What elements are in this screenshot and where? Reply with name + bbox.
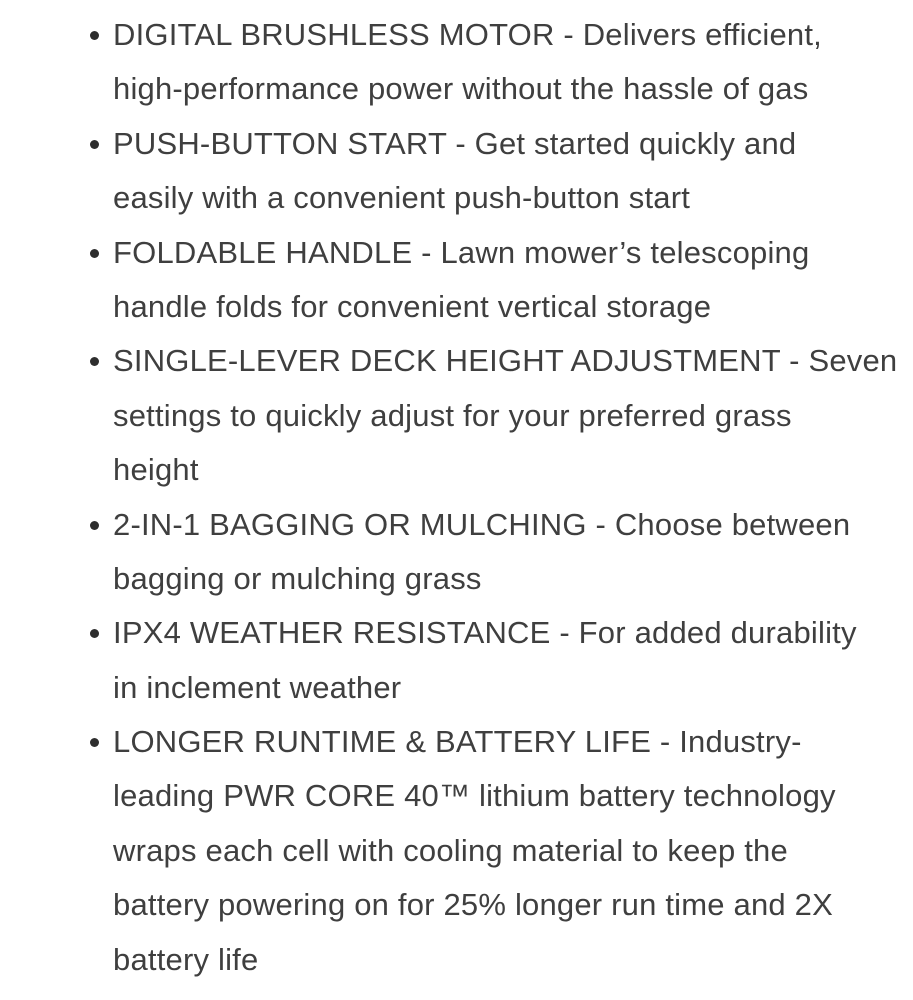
list-item [90, 606, 883, 715]
feature-text-line: battery life [113, 941, 259, 977]
feature-text-line: leading PWR CORE 40™ lithium battery technology [113, 778, 836, 814]
feature-text-line: wraps each cell with cooling material to keep the [113, 832, 788, 868]
feature-text-line: bagging or mulching grass [113, 560, 482, 596]
bullet-icon [90, 31, 99, 40]
list-item [90, 334, 898, 497]
bullet-icon [90, 629, 99, 638]
feature-text-line: LONGER RUNTIME & BATTERY LIFE - Industry- [113, 724, 802, 760]
feature-text-line: FOLDABLE HANDLE - Lawn mower’s telescoping [113, 234, 810, 270]
bullet-icon [90, 738, 99, 747]
feature-text-line: DIGITAL BRUSHLESS MOTOR - Delivers efficient, [113, 17, 822, 52]
feature-text-line: high-performance power without the hassle of gas [113, 71, 809, 107]
feature-text-line: battery powering on for 25% longer run time and 2X [113, 887, 833, 923]
list-item [90, 117, 883, 226]
list-item [90, 498, 883, 607]
feature-text-line: height [113, 452, 199, 488]
bullet-icon [90, 249, 99, 258]
feature-text-line: IPX4 WEATHER RESISTANCE - For added durability [113, 615, 857, 651]
feature-text-line: PUSH-BUTTON START - Get started quickly and [113, 125, 797, 161]
bullet-icon [90, 357, 99, 366]
bullet-icon [90, 521, 99, 530]
feature-text-line: in inclement weather [113, 669, 402, 705]
list-item [90, 226, 883, 335]
feature-text-line: 2-IN-1 BAGGING OR MULCHING - Choose between [113, 506, 851, 542]
list-item [90, 715, 883, 987]
feature-text-line: handle folds for convenient vertical storage [113, 288, 712, 324]
feature-text-line: SINGLE-LEVER DECK HEIGHT ADJUSTMENT - Seven [113, 343, 898, 379]
list-item [90, 8, 883, 117]
feature-text-line: easily with a convenient push-button start [113, 180, 691, 216]
bullet-icon [90, 140, 99, 149]
feature-text-line: settings to quickly adjust for your preferred grass [113, 397, 792, 433]
